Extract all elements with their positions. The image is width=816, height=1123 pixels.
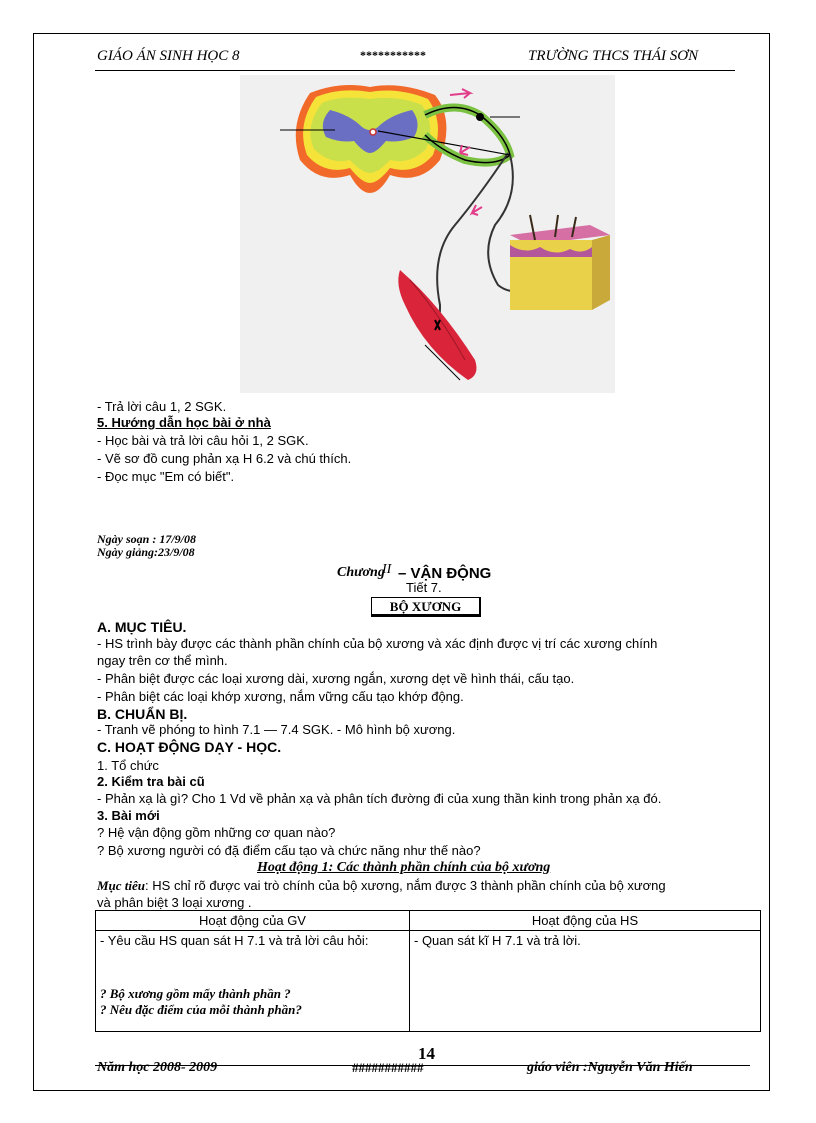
activity-title: Hoạt động 1: Các thành phần chính của bộ xương: [257, 860, 551, 875]
question: ? Hệ vận động gồm những cơ quan nào?: [97, 825, 336, 840]
date-taught: Ngày giảng:23/9/08: [97, 545, 195, 559]
teacher-question: ? Nêu đặc điểm của mỗi thành phần?: [100, 1002, 302, 1017]
lesson-number: Tiết 7.: [406, 580, 442, 595]
reflex-arc-figure: [240, 75, 615, 393]
section-a-heading: A. MỤC TIÊU.: [97, 619, 187, 635]
section-b-heading: B. CHUẨN BỊ.: [97, 706, 188, 722]
student-cell: [410, 931, 761, 1032]
footer-year: Năm học 2008- 2009: [97, 1060, 218, 1075]
section-b-line: - Tranh vẽ phóng to hình 7.1 — 7.4 SGK. - Mô hình bộ xương.: [97, 722, 456, 737]
homework-item: - Vẽ sơ đồ cung phản xạ H 6.2 và chú thích.: [97, 451, 352, 466]
teacher-cell: [96, 931, 410, 1032]
lesson-title-box: [371, 597, 481, 617]
table-row: [96, 931, 761, 1032]
homework-item: - Học bài và trả lời câu hỏi 1, 2 SGK.: [97, 433, 309, 448]
step-new-lesson: 3. Bài mới: [97, 808, 160, 823]
chapter-number: II: [382, 562, 392, 577]
section-c-heading: C. HOẠT ĐỘNG DẠY - HỌC.: [97, 739, 282, 755]
step-review-question: - Phản xạ là gì? Cho 1 Vd về phản xạ và phân tích đường đi của xung thần kinh trong phản xạ đó.: [97, 791, 662, 806]
activity-table: [95, 910, 761, 1032]
footer-teacher: giáo viên :Nguyễn Văn Hiến: [527, 1060, 693, 1075]
section-a-line: ngay trên cơ thể mình.: [97, 653, 228, 668]
chapter-title: – VẬN ĐỘNG: [398, 565, 492, 582]
section-a-line: - Phân biệt được các loại xương dài, xương ngắn, xương dẹt về hình thái, cấu tạo.: [97, 671, 575, 686]
goal-line: Mục tiêu: HS chỉ rõ được vai trò chính của bộ xương, nắm được 3 thành phần chính của bộ xương: [97, 878, 666, 893]
header-rule: [95, 70, 735, 71]
table-header-row: [96, 911, 761, 931]
header-subject: GIÁO ÁN SINH HỌC 8: [97, 48, 240, 64]
section-a-line: - Phân biệt các loại khớp xương, nắm vững cấu tạo khớp động.: [97, 689, 464, 704]
header-school: TRƯỜNG THCS THÁI SƠN: [528, 48, 699, 64]
homework-item: - Đọc mục "Em có biết".: [97, 469, 235, 484]
goal-line: và phân biệt 3 loại xương .: [97, 895, 252, 910]
question: ? Bộ xương người có đặ điểm cấu tạo và chức năng như thế nào?: [97, 843, 481, 858]
step-organize: 1. Tổ chức: [97, 758, 159, 773]
col-student: Hoạt động của HS: [410, 911, 761, 931]
date-prepared: Ngày soạn : 17/9/08: [97, 532, 196, 546]
page-number: 14: [418, 1044, 435, 1063]
review-answer: - Trả lời câu 1, 2 SGK.: [97, 399, 227, 414]
chapter-label: Chương: [337, 565, 385, 580]
teacher-question: ? Bộ xương gồm mấy thành phần ?: [100, 986, 291, 1001]
lesson-title: BỘ XƯƠNG: [389, 599, 462, 614]
footer-hashes: ###########: [352, 1060, 424, 1075]
homework-heading: 5. Hướng dẫn học bài ở nhà: [97, 415, 271, 430]
col-teacher: Hoạt động của GV: [96, 911, 410, 931]
header-stars: ***********: [360, 48, 426, 62]
teacher-instruction: - Yêu cầu HS quan sát H 7.1 và trả lời câu hỏi:: [100, 933, 369, 948]
student-response: - Quan sát kĩ H 7.1 và trả lời.: [414, 933, 581, 948]
section-a-line: - HS trình bày được các thành phần chính của bộ xương và xác định được vị trí các xương chính: [97, 636, 658, 651]
step-review-heading: 2. Kiểm tra bài cũ: [97, 774, 205, 789]
